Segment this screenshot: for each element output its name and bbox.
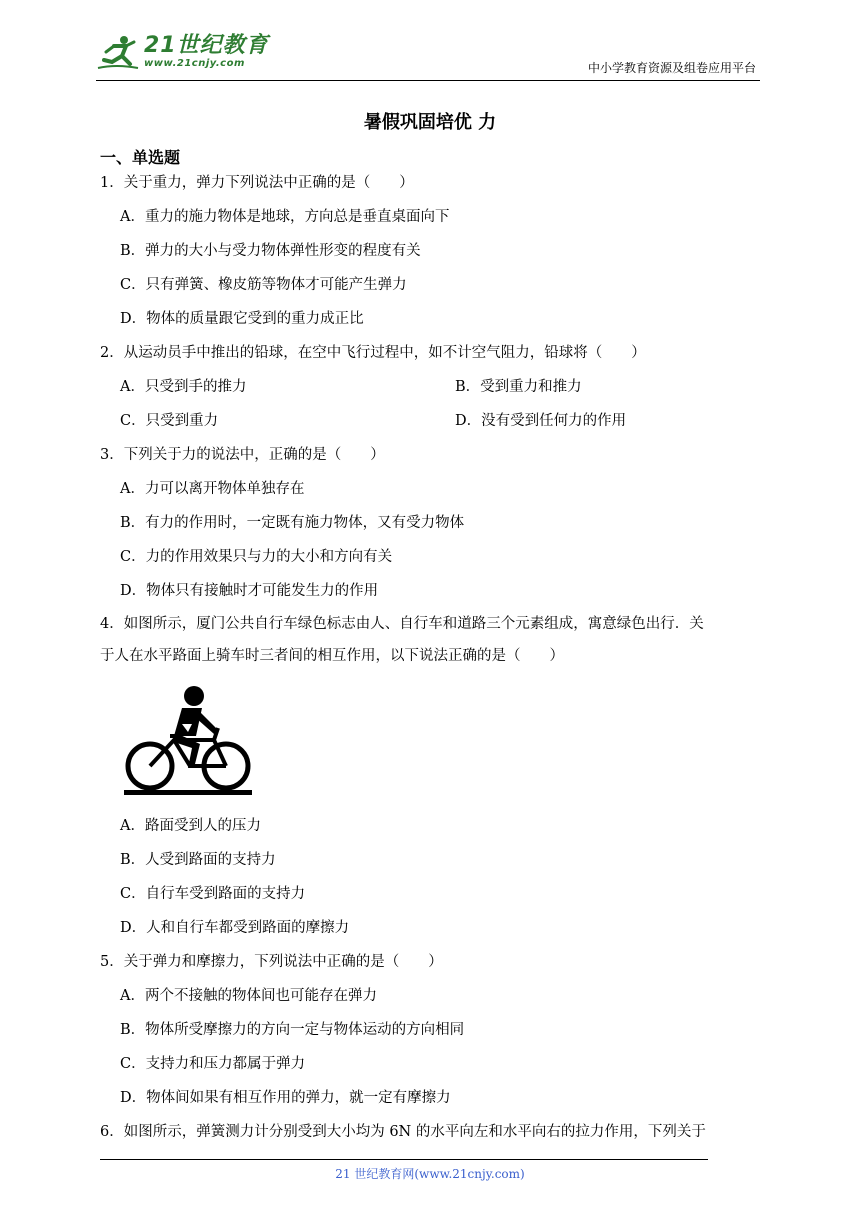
q5-option-a[interactable]: A．两个不接触的物体间也可能存在弹力: [120, 988, 377, 1004]
question-2: 2．从运动员手中推出的铅球，在空中飞行过程中，如不计空气阻力，铅球将（ ）: [100, 345, 646, 361]
logo-url: www.21cnjy.com: [144, 58, 245, 69]
q4-option-c[interactable]: C．自行车受到路面的支持力: [120, 886, 306, 902]
page-footer[interactable]: 21 世纪教育网(www.21cnjy.com): [335, 1167, 525, 1181]
question-4: 4．如图所示，厦门公共自行车绿色标志由人、自行车和道路三个元素组成，寓意绿色出行．关: [100, 616, 704, 632]
section-heading: 一、单选题: [100, 148, 181, 167]
q1-option-c[interactable]: C．只有弹簧、橡皮筋等物体才可能产生弹力: [120, 277, 407, 293]
q3-option-a[interactable]: A．力可以离开物体单独存在: [120, 481, 305, 497]
footer-divider: [100, 1159, 708, 1160]
page-header: [96, 30, 760, 81]
logo-text: 21世纪教育: [144, 33, 269, 58]
runner-logo-icon: [96, 34, 140, 72]
q2-option-c[interactable]: C．只受到重力: [120, 413, 219, 429]
logo: [96, 34, 269, 72]
platform-name: 中小学教育资源及组卷应用平台: [587, 61, 756, 75]
q1-option-a[interactable]: A．重力的施力物体是地球，方向总是垂直桌面向下: [120, 209, 450, 225]
q2-option-a[interactable]: A．只受到手的推力: [120, 379, 247, 395]
q1-option-b[interactable]: B．弹力的大小与受力物体弹性形变的程度有关: [120, 243, 421, 259]
q3-option-d[interactable]: D．物体只有接触时才可能发生力的作用: [120, 583, 379, 599]
q2-option-b[interactable]: B．受到重力和推力: [455, 379, 582, 395]
question-4-cont: 于人在水平路面上骑车时三者间的相互作用，以下说法正确的是（ ）: [100, 648, 564, 664]
q3-option-b[interactable]: B．有力的作用时，一定既有施力物体，又有受力物体: [120, 515, 465, 531]
page-title: 暑假巩固培优 力: [363, 112, 497, 133]
q5-option-b[interactable]: B．物体所受摩擦力的方向一定与物体运动的方向相同: [120, 1022, 465, 1038]
question-6: 6．如图所示，弹簧测力计分别受到大小均为 6N 的水平向左和水平向右的拉力作用，下列关于: [100, 1124, 706, 1140]
q4-option-d[interactable]: D．人和自行车都受到路面的摩擦力: [120, 920, 350, 936]
q4-option-a[interactable]: A．路面受到人的压力: [120, 818, 261, 834]
question-3: 3．下列关于力的说法中，正确的是（ ）: [100, 447, 385, 463]
question-5: 5．关于弹力和摩擦力，下列说法中正确的是（ ）: [100, 954, 443, 970]
q5-option-c[interactable]: C．支持力和压力都属于弹力: [120, 1056, 306, 1072]
q3-option-c[interactable]: C．力的作用效果只与力的大小和方向有关: [120, 549, 393, 565]
q4-option-b[interactable]: B．人受到路面的支持力: [120, 852, 276, 868]
q5-option-d[interactable]: D．物体间如果有相互作用的弹力，就一定有摩擦力: [120, 1090, 451, 1106]
q1-option-d[interactable]: D．物体的质量跟它受到的重力成正比: [120, 311, 364, 327]
question-1: 1．关于重力，弹力下列说法中正确的是（ ）: [100, 175, 414, 191]
cyclist-figure-icon: [122, 684, 254, 796]
q2-option-d[interactable]: D．没有受到任何力的作用: [455, 413, 627, 429]
